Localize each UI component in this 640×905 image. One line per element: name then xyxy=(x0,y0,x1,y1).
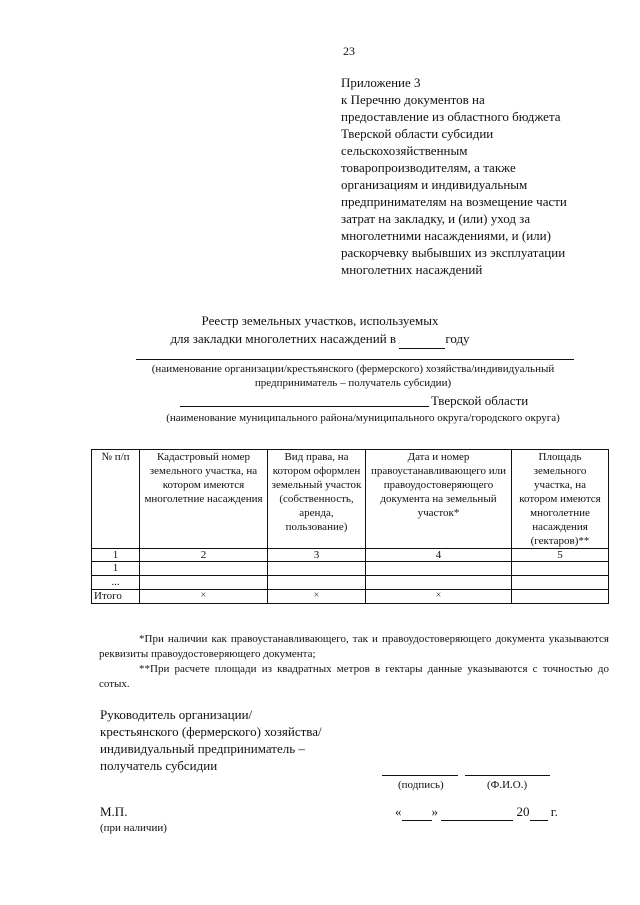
table-row xyxy=(92,562,609,576)
appendix-line: многолетними насаждениями, и (или) xyxy=(341,228,551,243)
header-cell: № п/п xyxy=(92,450,140,549)
appendix-line: организациям и индивидуальным xyxy=(341,177,528,192)
appendix-line: многолетних насаждений xyxy=(341,262,483,277)
signatory-line: индивидуальный предприниматель – xyxy=(100,741,305,756)
footnote-1: *При наличии как правоустанавливающего, так и правоудостоверяющего документа указываются реквизиты правоудостоверяющего документа; xyxy=(99,633,609,660)
org-caption-line-2: предприниматель – получатель субсидии) xyxy=(254,377,452,389)
municipality-caption: (наименование муниципального района/муниципального округа/городского округа) xyxy=(166,412,560,424)
table-cell[interactable] xyxy=(268,576,366,590)
total-area-cell[interactable] xyxy=(512,590,609,604)
total-cell-na: × xyxy=(140,590,268,604)
appendix-line: к Перечню документов на xyxy=(341,92,485,107)
column-number: 3 xyxy=(268,549,366,562)
stamp-label: М.П. xyxy=(100,804,128,819)
stamp-caption: (при наличии) xyxy=(100,822,167,834)
month-blank[interactable] xyxy=(441,804,513,821)
org-name-line[interactable] xyxy=(136,359,574,360)
column-number-row xyxy=(92,549,609,562)
municipality-line[interactable] xyxy=(180,406,429,407)
table-cell[interactable] xyxy=(512,562,609,576)
title-line-2 xyxy=(120,330,520,349)
appendix-line: сельскохозяйственным xyxy=(341,143,468,158)
page-number: 23 xyxy=(343,44,355,58)
date-close-quote: » xyxy=(431,804,438,819)
appendix-line: товаропроизводителям, а также xyxy=(341,160,516,175)
total-cell-na: × xyxy=(268,590,366,604)
signatory-line: получатель субсидии xyxy=(100,758,218,773)
appendix-line: раскорчевку выбывших из эксплуатации xyxy=(341,245,566,260)
title-line-2-suffix: году xyxy=(445,331,470,346)
year-blank[interactable] xyxy=(399,330,445,349)
table-cell[interactable] xyxy=(268,562,366,576)
table-cell[interactable] xyxy=(140,576,268,590)
appendix-line: затрат на закладку, и (или) уход за xyxy=(341,211,531,226)
header-cell: Кадастровый номер земельного участка, на котором имеются многолетние насаждения xyxy=(140,450,268,549)
signatory-block xyxy=(100,706,322,774)
org-caption-line-1: (наименование организации/крестьянского (фермерского) хозяйства/индивидуальный xyxy=(151,363,555,375)
signature-caption: (подпись) xyxy=(398,779,444,791)
total-cell-na: × xyxy=(366,590,512,604)
register-table xyxy=(91,449,609,604)
header-cell: Дата и номер правоустанавливающего или правоудостоверяющего документа на земельный участок* xyxy=(366,450,512,549)
row-number: 1 xyxy=(92,562,140,576)
full-name-caption: (Ф.И.О.) xyxy=(487,779,528,791)
year-label: г. xyxy=(550,804,558,819)
region-label: Тверской области xyxy=(431,393,529,408)
appendix-line: Тверской области субсидии xyxy=(341,126,494,141)
table-cell[interactable] xyxy=(512,576,609,590)
total-label: Итого xyxy=(92,590,140,604)
column-number: 2 xyxy=(140,549,268,562)
appendix-line: предоставление из областного бюджета xyxy=(341,109,561,124)
full-name-line[interactable] xyxy=(465,775,550,776)
footnote-2: **При расчете площади из квадратных метров в гектары данные указываются с точностью до сотых. xyxy=(99,663,609,690)
year-prefix: 20 xyxy=(516,804,530,819)
column-number: 4 xyxy=(366,549,512,562)
date-open-quote: « xyxy=(395,804,402,819)
header-cell: Площадь земельного участка, на котором имеются многолетние насаждения (гектаров)** xyxy=(512,450,609,549)
title-line-1: Реестр земельных участков, используемых xyxy=(201,313,439,328)
date-line xyxy=(395,804,558,821)
signatory-line: Руководитель организации/ xyxy=(100,707,253,722)
signature-line[interactable] xyxy=(382,775,458,776)
appendix-heading xyxy=(341,74,611,278)
org-caption xyxy=(100,362,606,390)
title-line-2-prefix: для закладки многолетних насаждений в xyxy=(170,331,397,346)
table-cell[interactable] xyxy=(366,576,512,590)
signatory-line: крестьянского (фермерского) хозяйства/ xyxy=(100,724,322,739)
table-cell[interactable] xyxy=(366,562,512,576)
register-title xyxy=(120,312,520,349)
table-header-row xyxy=(92,450,609,549)
table-cell[interactable] xyxy=(140,562,268,576)
row-number: ... xyxy=(92,576,140,590)
column-number: 1 xyxy=(92,549,140,562)
year-suffix-blank[interactable] xyxy=(530,804,548,821)
day-blank[interactable] xyxy=(402,804,432,821)
column-number: 5 xyxy=(512,549,609,562)
total-row xyxy=(92,590,609,604)
header-cell: Вид права, на котором оформлен земельный участок (собственность, аренда, пользование) xyxy=(268,450,366,549)
appendix-line: предпринимателям на возмещение части xyxy=(341,194,567,209)
table-row xyxy=(92,576,609,590)
appendix-line: Приложение 3 xyxy=(341,75,421,90)
